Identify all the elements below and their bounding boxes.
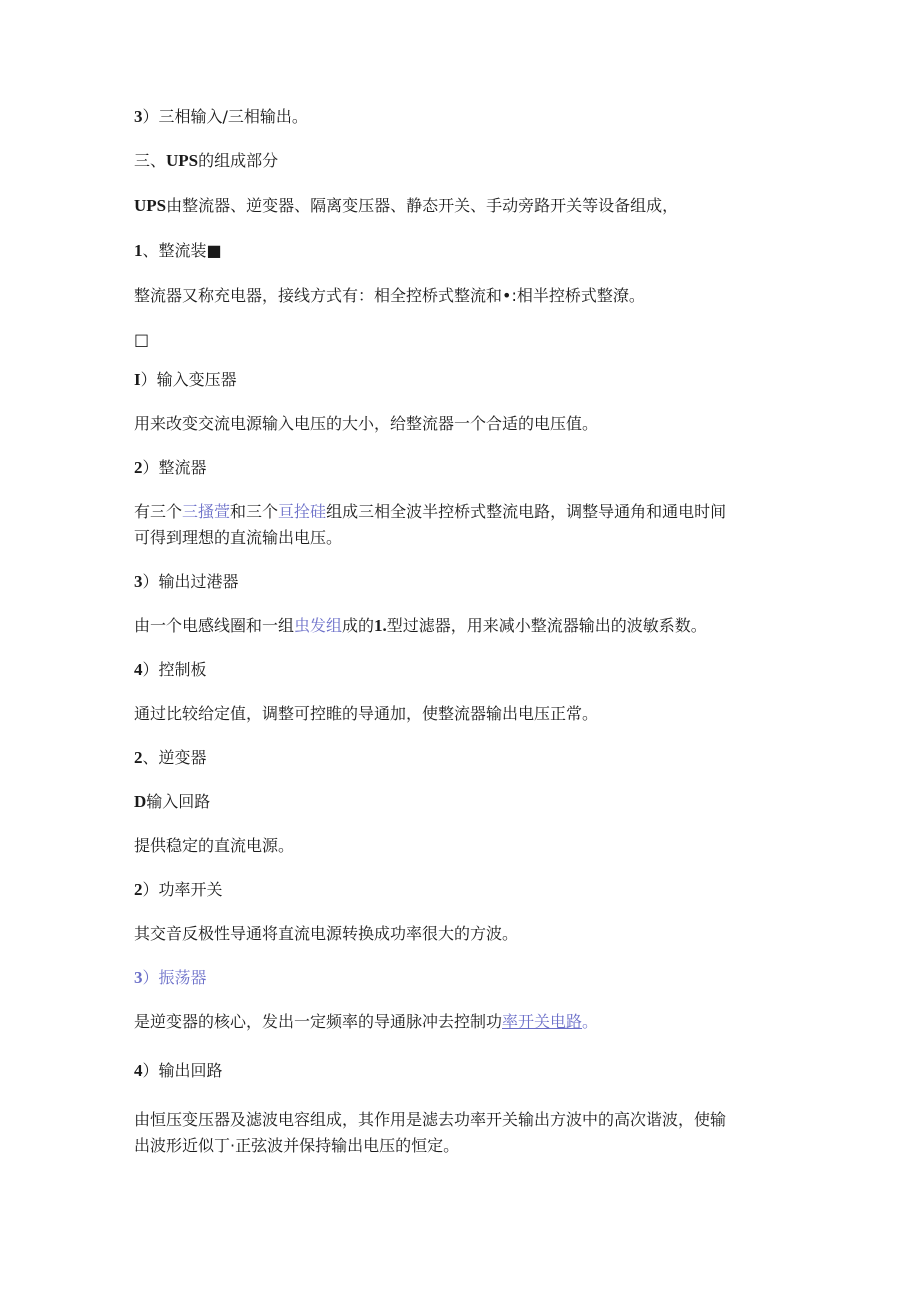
paragraph-text: 由恒压变压器及滤波电容组成，其作用是滤去功率开关输出方波中的高次谐波，使输	[134, 1110, 727, 1129]
paragraph-output-filter	[134, 613, 774, 639]
item-number: 3	[134, 572, 143, 591]
paragraph-input-circuit	[134, 833, 774, 859]
item-number: 2	[134, 880, 143, 899]
paragraph-text: 由一个电感线圈和一组	[134, 616, 295, 635]
item-text: ）	[142, 968, 159, 987]
item-number: 1	[134, 241, 143, 260]
item-text: 、逆变器	[142, 748, 207, 767]
link-power-switch-circuit[interactable]: 率开关电路	[502, 1012, 583, 1031]
paragraph-output-circuit	[134, 1107, 774, 1133]
item-number: 3	[134, 968, 143, 987]
box-glyph: □	[134, 330, 150, 349]
item-number: I	[134, 370, 141, 389]
paragraph-text: 可得到理想的直流输出电压。	[134, 528, 343, 547]
paragraph-rectifier-circuit	[134, 499, 774, 525]
paragraph-text: 组成三相全波半控桥式整流电路，调整导通角和通电时间	[326, 502, 727, 521]
subheading-oscillator	[134, 965, 774, 991]
item-number: 4	[134, 660, 143, 679]
link-diode[interactable]: 亘拴硅	[278, 502, 327, 521]
subheading-output-circuit	[134, 1058, 774, 1084]
item-number: 3	[134, 107, 143, 126]
item-text: ）控制板	[142, 660, 207, 679]
paragraph-text: 成的	[342, 616, 375, 635]
paragraph-text: 其交音反极性导通将直流电源转换成功率很大的方波。	[134, 924, 519, 943]
subheading-inverter	[134, 745, 774, 771]
paragraph-text: 。	[582, 1012, 599, 1031]
item-text: ）整流器	[142, 458, 207, 477]
heading-abbr: UPS	[166, 151, 199, 170]
paragraph-text: 由整流器、逆变器、隔离变压器、静态开关、手动旁路开关等设备组成，	[166, 196, 679, 215]
item-text: ）输出过港器	[142, 572, 239, 591]
item-text: ）三相输入/三相输出。	[142, 107, 308, 126]
filter-type: 1.	[374, 616, 387, 635]
paragraph-text: 和三个	[230, 502, 279, 521]
paragraph-power-switch	[134, 921, 774, 947]
item-number: D	[134, 792, 147, 811]
subheading-input-circuit	[134, 789, 774, 815]
item-number: 4	[134, 1061, 143, 1080]
subheading-output-filter	[134, 569, 774, 595]
item-text: 输入回路	[146, 792, 211, 811]
paragraph-ups-overview	[134, 193, 774, 219]
link-capacitor[interactable]: 虫发组	[294, 616, 343, 635]
paragraph-text: 用来改变交流电源输入电压的大小，给整流器一个合适的电压值。	[134, 414, 599, 433]
item-text: ）输出回路	[142, 1061, 223, 1080]
paragraph-output-circuit-cont	[134, 1133, 774, 1159]
subheading-control-board	[134, 657, 774, 683]
heading-text: 的组成部分	[198, 151, 279, 170]
paragraph-text: 通过比较给定值，调整可控睢的导通加，使整流器输出电压正常。	[134, 704, 599, 723]
subheading-power-switch	[134, 877, 774, 903]
paragraph-text: 出波形近似丁·正弦波并保持输出电压的恒定。	[134, 1136, 460, 1155]
empty-box-glyph	[134, 327, 774, 353]
paragraph-text: 提供稳定的直流电源。	[134, 836, 295, 855]
section-heading-ups-components	[134, 148, 774, 174]
paragraph-text: 有三个	[134, 502, 183, 521]
item-text: ）输入变压器	[140, 370, 237, 389]
subheading-rectifier	[134, 455, 774, 481]
paragraph-abbr: UPS	[134, 196, 167, 215]
item-number: 2	[134, 748, 143, 767]
item-text: 、整流装■	[142, 241, 222, 260]
paragraph-text: 整流器又称充电器，接线方式有：相全控桥式整流和•:相半控桥式整潦。	[134, 286, 645, 305]
item-number: 2	[134, 458, 143, 477]
link-oscillator[interactable]: 振荡器	[158, 968, 207, 987]
subheading-input-transformer	[134, 367, 774, 393]
paragraph-rectifier-description	[134, 283, 774, 309]
paragraph-control-board	[134, 701, 774, 727]
paragraph-text: 型过滤器，用来减小整流器输出的波敏系数。	[386, 616, 707, 635]
subheading-rectifier-device	[134, 238, 774, 264]
item-text: ）功率开关	[142, 880, 223, 899]
link-thyristor[interactable]: 三搔萱	[182, 502, 231, 521]
heading-prefix: 三、	[134, 151, 167, 170]
list-item-three-phase	[134, 104, 774, 130]
paragraph-input-transformer	[134, 411, 774, 437]
paragraph-text: 是逆变器的核心，发出一定频率的导通脉冲去控制功	[134, 1012, 503, 1031]
paragraph-rectifier-circuit-cont	[134, 525, 774, 551]
paragraph-oscillator	[134, 1009, 774, 1035]
